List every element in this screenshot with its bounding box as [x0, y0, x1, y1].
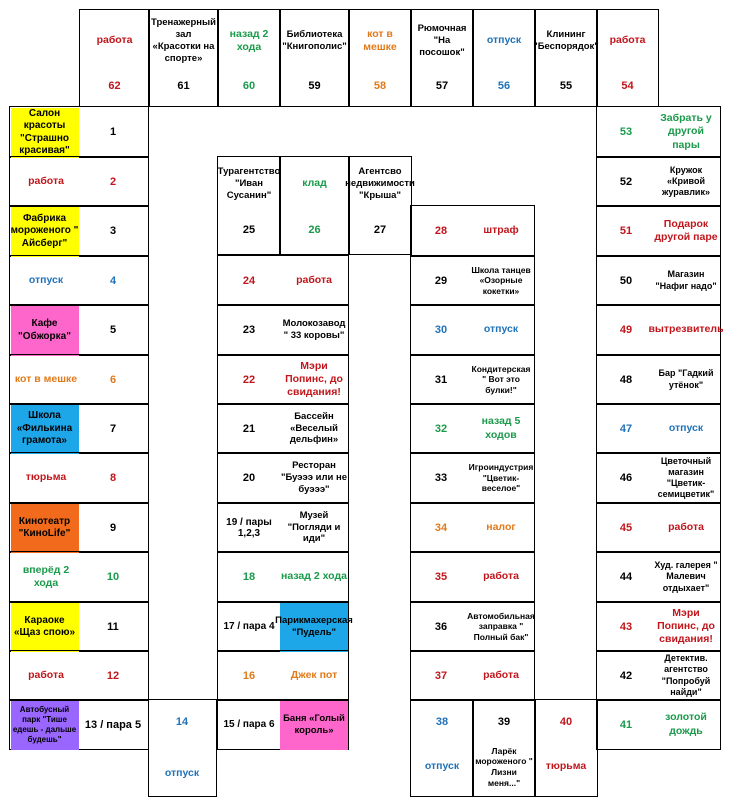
inner-right-cell-33	[410, 452, 535, 504]
mid-cell-16	[217, 650, 349, 701]
left-cell-3-number: 3	[109, 225, 117, 237]
left-cell-11	[9, 601, 149, 652]
left-cell-6-number: 6	[109, 373, 117, 386]
left-cell-1	[9, 106, 149, 158]
mid-cell-18	[217, 551, 349, 603]
right-cell-48-number: 48	[619, 373, 633, 386]
mid-cell-21-number: 21	[242, 422, 256, 435]
right-cell-42-number: 42	[619, 669, 633, 682]
inner-right-cell-31-label: Кондитерская " Вот это булки!"	[471, 363, 531, 395]
mid-cell-22-number: 22	[242, 373, 256, 386]
mid-cell-19	[217, 502, 349, 553]
bottom-cell-39-number: 39	[497, 716, 511, 728]
left-cell-10-label: вперёд 2 хода	[22, 563, 70, 589]
inner-right-cell-33-label: Игроиндустрия "Цветик-веселое"	[468, 462, 534, 494]
top-cell-59	[279, 9, 350, 107]
right-cell-43	[596, 601, 721, 652]
mid-cell-24	[217, 255, 349, 306]
mid-cell-21-label: Бассейн «Веселый дельфин»	[289, 410, 339, 446]
inner-right-cell-35	[410, 551, 535, 603]
cell-14-number: 14	[175, 716, 189, 728]
inner-right-cell-28	[410, 205, 535, 257]
top-cell-59-label: Библиотека "Книгополис"	[282, 29, 347, 52]
mid-cell-23-label: Молокозавод " 33 коровы"	[282, 318, 346, 341]
left-cell-9-number: 9	[109, 521, 117, 534]
inner-right-cell-35-number: 35	[434, 571, 448, 583]
top-cell-61-label: Тренажерный зал «Красотки на спорте»	[151, 17, 216, 64]
right-cell-44	[596, 551, 721, 603]
mid-cell-24-number: 24	[242, 274, 256, 287]
right-cell-46-number: 46	[619, 472, 633, 484]
right-cell-44-number: 44	[619, 571, 633, 583]
right-cell-42	[596, 650, 721, 701]
mid-cell-18-number: 18	[242, 571, 256, 583]
top-cell-60	[217, 9, 281, 107]
left-cell-13	[9, 699, 149, 750]
right-cell-52	[596, 156, 721, 207]
inner-right-cell-34-label: налог	[486, 520, 516, 533]
mid-cell-20-label: Ресторан "Буэээ или не буэээ"	[280, 460, 348, 495]
mid-cell-15-label: Баня «Голый король»	[280, 701, 348, 750]
inner-right-cell-32	[410, 403, 535, 454]
inner-right-cell-37-label: работа	[483, 668, 519, 681]
inner-right-cell-31-number: 31	[434, 373, 448, 386]
left-cell-5-number: 5	[109, 324, 117, 336]
inner-right-cell-28-number: 28	[434, 225, 448, 237]
left-cell-4-label: отпуск	[28, 273, 64, 286]
top-cell-56-label: отпуск	[486, 34, 522, 47]
left-cell-4	[9, 255, 149, 306]
inner-right-cell-28-label: штраф	[483, 224, 519, 237]
left-cell-12	[9, 650, 149, 701]
left-cell-6-label: кот в мешке	[14, 372, 78, 385]
mid-cell-23	[217, 304, 349, 356]
inner-top-cell-26	[279, 156, 350, 255]
mid-cell-24-label: работа	[296, 273, 332, 286]
inner-top-cell-27	[345, 156, 415, 255]
bottom-cell-38-number: 38	[435, 716, 449, 728]
inner-right-cell-34	[410, 502, 535, 553]
left-cell-7-number: 7	[109, 422, 117, 435]
mid-cell-18-label: назад 2 хода	[281, 570, 347, 583]
left-cell-11-label: Караоке «Щаз спою»	[11, 603, 79, 652]
left-cell-2-number: 2	[109, 175, 117, 188]
top-cell-54-number: 54	[621, 80, 634, 92]
bottom-cell-40-label: тюрьма	[545, 760, 587, 773]
left-cell-1-label: Салон красоты "Страшно красивая"	[11, 108, 79, 158]
right-cell-53-number: 53	[619, 126, 633, 138]
top-cell-59-number: 59	[308, 80, 321, 92]
mid-cell-16-label: Джек пот	[290, 668, 338, 681]
right-cell-49-label: вытрезвитель	[648, 323, 724, 336]
right-cell-41-label: золотой дождь	[665, 711, 707, 737]
inner-top-cell-27-label: Агентсво недвижимости "Крыша"	[345, 166, 415, 201]
right-cell-50-label: Магазин "Нафиг надо"	[655, 269, 717, 291]
inner-right-cell-29-label: Школа танцев «Озорные кокетки»	[471, 264, 531, 296]
top-cell-60-number: 60	[242, 80, 256, 92]
right-cell-52-number: 52	[619, 175, 633, 188]
left-bottom-cell-14	[148, 699, 217, 797]
inner-top-cell-26-label: клад	[302, 177, 327, 190]
inner-top-cell-25	[217, 156, 281, 255]
mid-cell-19-label: Музей "Погляди и иди"	[287, 509, 341, 545]
bottom-cell-38-label: отпуск	[424, 760, 460, 773]
mid-cell-22-label: Мэри Попинс, до свидания!	[285, 359, 343, 399]
mid-cell-15	[217, 699, 349, 750]
left-cell-11-number: 11	[107, 620, 119, 633]
left-cell-10	[9, 551, 149, 603]
cell-14-label: отпуск	[164, 767, 200, 780]
right-cell-46	[596, 452, 721, 504]
mid-cell-19-number: 19 / пары 1,2,3	[226, 516, 272, 539]
inner-top-cell-25-label: Турагентство "Иван Сусанин"	[217, 166, 281, 201]
inner-right-cell-31	[410, 354, 535, 405]
right-cell-41-number: 41	[619, 718, 633, 731]
mid-cell-15-number: 15 / пара 6	[223, 719, 275, 730]
top-cell-56-number: 56	[497, 80, 511, 92]
top-cell-62	[79, 9, 150, 107]
top-cell-56	[472, 9, 536, 107]
mid-cell-16-number: 16	[242, 669, 256, 682]
left-cell-12-number: 12	[106, 669, 120, 682]
left-cell-12-label: работа	[28, 668, 64, 681]
mid-cell-17-label: Парикмахерская "Пудель"	[280, 603, 348, 652]
right-cell-46-label: Цветочный магазин "Цветик-семицветик"	[657, 455, 715, 500]
bottom-cell-39-label: Ларёк мороженого " Лизни меня..."	[475, 745, 533, 788]
inner-right-cell-36	[410, 601, 535, 652]
top-cell-58-number: 58	[373, 80, 387, 92]
inner-right-cell-37	[410, 650, 535, 701]
right-cell-50-number: 50	[619, 274, 633, 287]
top-cell-54	[596, 9, 659, 107]
bottom-cell-39	[472, 699, 536, 797]
top-cell-57-label: Рюмочная "На посошок"	[417, 23, 467, 58]
top-cell-62-label: работа	[96, 34, 133, 47]
left-cell-7	[9, 403, 149, 454]
right-cell-53	[596, 106, 721, 158]
right-cell-49	[596, 304, 724, 356]
inner-right-cell-30-label: отпуск	[483, 323, 519, 336]
left-cell-2-label: работа	[28, 174, 64, 187]
inner-right-cell-30-number: 30	[434, 324, 448, 336]
inner-right-cell-30	[410, 304, 535, 356]
right-cell-45-number: 45	[619, 521, 633, 534]
left-cell-5-label: Кафе "Обжорка"	[11, 306, 79, 356]
inner-top-cell-27-number: 27	[373, 224, 387, 236]
left-cell-1-number: 1	[109, 126, 117, 138]
inner-right-cell-32-number: 32	[434, 422, 448, 435]
inner-right-cell-36-number: 36	[434, 620, 448, 633]
inner-right-cell-33-number: 33	[434, 472, 448, 484]
mid-cell-17-number: 17 / пара 4	[223, 621, 275, 632]
bottom-cell-38	[410, 699, 474, 797]
top-cell-58	[348, 9, 412, 107]
left-cell-4-number: 4	[109, 274, 117, 287]
right-cell-45-label: работа	[668, 520, 704, 533]
right-cell-47	[596, 403, 721, 454]
right-cell-45	[596, 502, 721, 553]
right-cell-47-label: отпуск	[668, 421, 704, 434]
left-cell-3	[9, 205, 149, 257]
inner-right-cell-29	[410, 255, 535, 306]
inner-right-cell-36-label: Автомобильная заправка " Полный бак"	[467, 610, 535, 642]
inner-top-cell-26-number: 26	[308, 224, 321, 236]
mid-cell-17	[217, 601, 353, 652]
right-cell-44-label: Худ. галерея " Малевич отдыхает"	[654, 560, 718, 593]
inner-right-cell-37-number: 37	[434, 669, 448, 682]
bottom-cell-40	[534, 699, 598, 797]
inner-right-cell-29-number: 29	[434, 274, 448, 287]
right-cell-49-number: 49	[619, 324, 633, 336]
left-cell-2	[9, 156, 149, 207]
mid-cell-22	[217, 354, 349, 405]
top-cell-62-number: 62	[108, 80, 121, 92]
left-cell-8	[9, 452, 149, 504]
top-cell-55-number: 55	[559, 80, 573, 92]
left-cell-13-number: 13 / пара 5	[84, 718, 142, 731]
bottom-cell-40-number: 40	[559, 716, 573, 728]
mid-cell-23-number: 23	[242, 324, 256, 336]
inner-right-cell-35-label: работа	[483, 570, 519, 583]
left-cell-5	[9, 304, 149, 356]
top-cell-57	[410, 9, 474, 107]
mid-cell-20-number: 20	[242, 472, 256, 484]
left-cell-6	[9, 354, 149, 405]
left-cell-8-number: 8	[109, 472, 117, 484]
inner-top-cell-25-number: 25	[242, 224, 256, 236]
right-cell-51	[596, 205, 721, 257]
right-cell-53-label: Забрать у другой пары	[660, 112, 712, 151]
left-cell-9	[9, 502, 149, 553]
top-cell-58-label: кот в мешке	[363, 27, 397, 53]
right-cell-48	[596, 354, 721, 405]
right-cell-47-number: 47	[619, 422, 633, 435]
right-cell-51-label: Подарок другой паре	[654, 217, 718, 243]
left-cell-10-number: 10	[106, 571, 120, 583]
right-cell-43-label: Мэри Попинс, до свидания!	[657, 606, 715, 646]
right-cell-42-label: Детектив. агентство "Попробуй найди"	[661, 653, 711, 697]
left-cell-8-label: тюрьма	[25, 471, 67, 484]
top-cell-60-label: назад 2 хода	[229, 27, 269, 53]
mid-cell-20	[217, 452, 349, 504]
left-cell-13-label: Автобусный парк "Тише едешь - дальше будешь"	[11, 701, 79, 750]
top-cell-57-number: 57	[435, 80, 449, 92]
mid-cell-21	[217, 403, 349, 454]
right-cell-48-label: Бар "Гадкий утёнок"	[658, 368, 714, 390]
right-cell-52-label: Кружок «Кривой журавлик»	[662, 164, 710, 198]
top-cell-54-label: работа	[609, 34, 646, 47]
right-cell-41	[596, 699, 721, 750]
right-cell-51-number: 51	[619, 225, 633, 237]
right-cell-50	[596, 255, 721, 306]
left-cell-7-label: Школа «Филькина грамота»	[11, 405, 79, 454]
inner-right-cell-34-number: 34	[434, 521, 448, 534]
right-cell-43-number: 43	[619, 620, 633, 633]
left-cell-9-label: Кинотеатр "КиноLife"	[11, 504, 79, 553]
top-cell-61-number: 61	[177, 80, 190, 92]
top-cell-61	[148, 9, 219, 107]
inner-right-cell-32-label: назад 5 ходов	[481, 415, 521, 441]
top-cell-55	[534, 9, 598, 107]
top-cell-55-label: Клининг "Беспорядок"	[533, 29, 599, 52]
left-cell-3-label: Фабрика мороженого " Айсберг"	[11, 207, 79, 257]
